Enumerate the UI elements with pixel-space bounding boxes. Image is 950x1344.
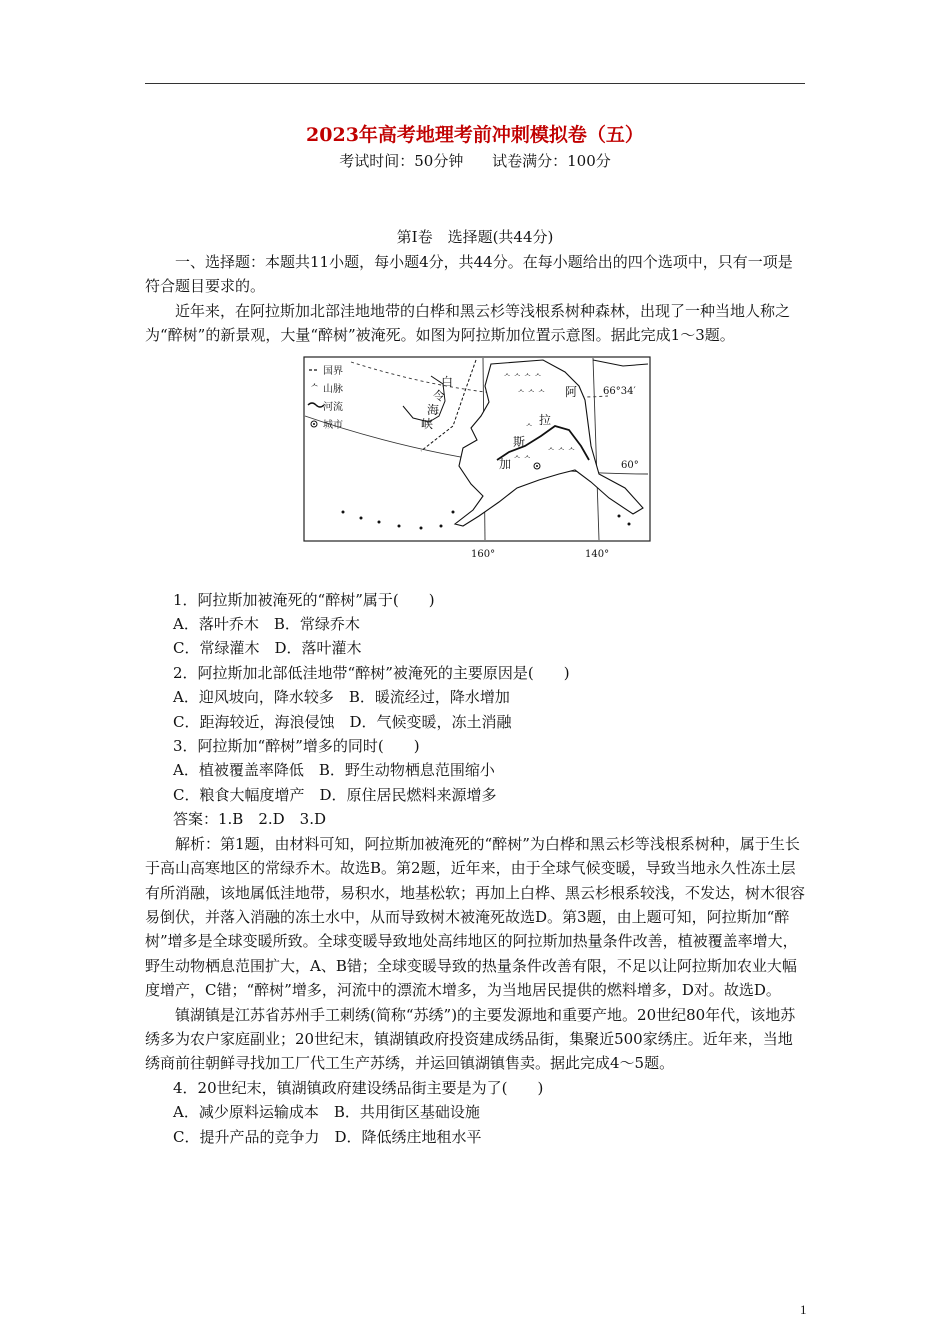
strait-char-2: 令 xyxy=(433,388,446,403)
svg-text:ᄉ: ᄉ xyxy=(525,422,533,432)
legend-river: 河流 xyxy=(323,401,343,413)
q4-options-cd: C．提升产品的竞争力 D．降低绣庄地租水平 xyxy=(173,1127,482,1146)
exam-time: 考试时间：50分钟 xyxy=(339,152,464,170)
strait-char-3: 海 xyxy=(427,402,440,417)
svg-text:ᄉ ᄉ ᄉ ᄉ: ᄉ ᄉ ᄉ ᄉ xyxy=(503,372,542,382)
page-title: 2023年高考地理考前冲刺模拟卷（五） xyxy=(306,124,644,146)
q1-options-cd: C．常绿灌木 D．落叶灌木 xyxy=(173,639,362,658)
svg-text:ᄉ ᄉ ᄉ: ᄉ ᄉ ᄉ xyxy=(517,388,546,398)
lat-label-6634: 66°34′ xyxy=(603,385,636,397)
q1-options-ab: A．落叶乔木 B．常绿乔木 xyxy=(173,615,360,634)
q3-stem: 3．阿拉斯加“醉树”增多的同时( ) xyxy=(173,737,420,756)
lat-label-60: 60° xyxy=(621,459,639,471)
legend-city: 城市 xyxy=(323,419,343,431)
svg-text:ᄉ: ᄉ xyxy=(310,383,319,394)
full-score: 试卷满分：100分 xyxy=(492,152,611,170)
analysis: 解析：第1题，由材料可知，阿拉斯加被淹死的“醉树”为白桦和黑云杉等浅根系树种，属于生长于高山高寒地区的常绿乔木。故选B。第2题，近年来，由于全球气候变暖，导致当地永久性冻土层有所消融，该地属低洼地带，易积水，地基松软；再加上白桦、黑云杉根系较浅，不发达，树木很容易倒伏，并落入消融的冻土水中，从而导致树木被淹死故选D。第3题，由上题可知，阿拉斯加“醉树”增多是全球变暖所致。全球变暖导致地处高纬地区的阿拉斯加热量条件改善，植被覆盖率增大，野生动物栖息范围扩大，A、B错；全球变暖导致的热量条件改善有限，不足以让阿拉斯加农业大幅度增产，C错；“醉树”增多，河流中的漂流木增多，为当地居民提供的燃料增多，D对。故选D。 xyxy=(145,834,806,1000)
q4-options-ab: A．减少原料运输成本 B．共用街区基础设施 xyxy=(173,1103,480,1122)
q4-stem: 4．20世纪末，镇湖镇政府建设绣品街主要是为了( ) xyxy=(173,1078,544,1097)
q3-options-cd: C．粮食大幅度增产 D．原住居民燃料来源增多 xyxy=(173,785,497,804)
header-rule xyxy=(145,83,805,84)
q2-stem: 2．阿拉斯加北部低洼地带“醉树”被淹死的主要原因是( ) xyxy=(173,663,570,682)
strait-char-1: 白 xyxy=(441,374,454,389)
lon-label-140: 140° xyxy=(585,548,610,560)
alaska-map xyxy=(145,356,805,574)
svg-text:ᄉ ᄉ: ᄉ ᄉ xyxy=(513,454,531,464)
q3-options-ab: A．植被覆盖率降低 B．野生动物栖息范围缩小 xyxy=(173,761,495,780)
section-heading: 第Ⅰ卷 选择题(共44分) xyxy=(396,228,554,246)
alaska-char-3: 斯 xyxy=(513,434,526,449)
alaska-char-2: 拉 xyxy=(539,412,552,427)
alaska-map-figure xyxy=(303,356,653,566)
lon-label-160: 160° xyxy=(471,548,496,560)
legend-border: 国界 xyxy=(323,365,343,377)
alaska-char-1: 阿 xyxy=(565,384,578,399)
material-1: 近年来，在阿拉斯加北部洼地地带的白桦和黑云杉等浅根系树种森林，出现了一种当地人称之为“醉树”的新景观，大量“醉树”被淹死。如图为阿拉斯加位置示意图。据此完成1～3题。 xyxy=(145,301,791,345)
q2-options-ab: A．迎风坡向，降水较多 B．暖流经过，降水增加 xyxy=(173,688,510,707)
legend-mountain: 山脉 xyxy=(323,383,343,395)
svg-text:ᄉ ᄉ ᄉ: ᄉ ᄉ ᄉ xyxy=(547,446,576,456)
exam-meta xyxy=(0,150,950,171)
q1-stem: 1．阿拉斯加被淹死的“醉树”属于( ) xyxy=(173,590,435,609)
answer-key: 答案：1.B 2.D 3.D xyxy=(173,810,327,829)
alaska-char-4: 加 xyxy=(499,456,512,471)
document-body xyxy=(145,250,805,1149)
page-number: 1 xyxy=(800,1302,807,1317)
material-2: 镇湖镇是江苏省苏州手工刺绣(简称“苏绣”)的主要发源地和重要产地。20世纪80年代，该地苏绣多为农户家庭副业；20世纪末，镇湖镇政府投资建成绣品街，集聚近500家绣庄。近年来，当地绣商前往朝鲜寻找加工厂代工生产苏绣，并运回镇湖镇售卖。据此完成4～5题。 xyxy=(145,1005,796,1073)
q2-options-cd: C．距海较近，海浪侵蚀 D．气候变暖，冻土消融 xyxy=(173,712,512,731)
instruction: 一、选择题：本题共11小题，每小题4分，共44分。在每小题给出的四个选项中，只有一项是符合题目要求的。 xyxy=(145,253,793,296)
strait-char-4: 峡 xyxy=(421,416,434,431)
